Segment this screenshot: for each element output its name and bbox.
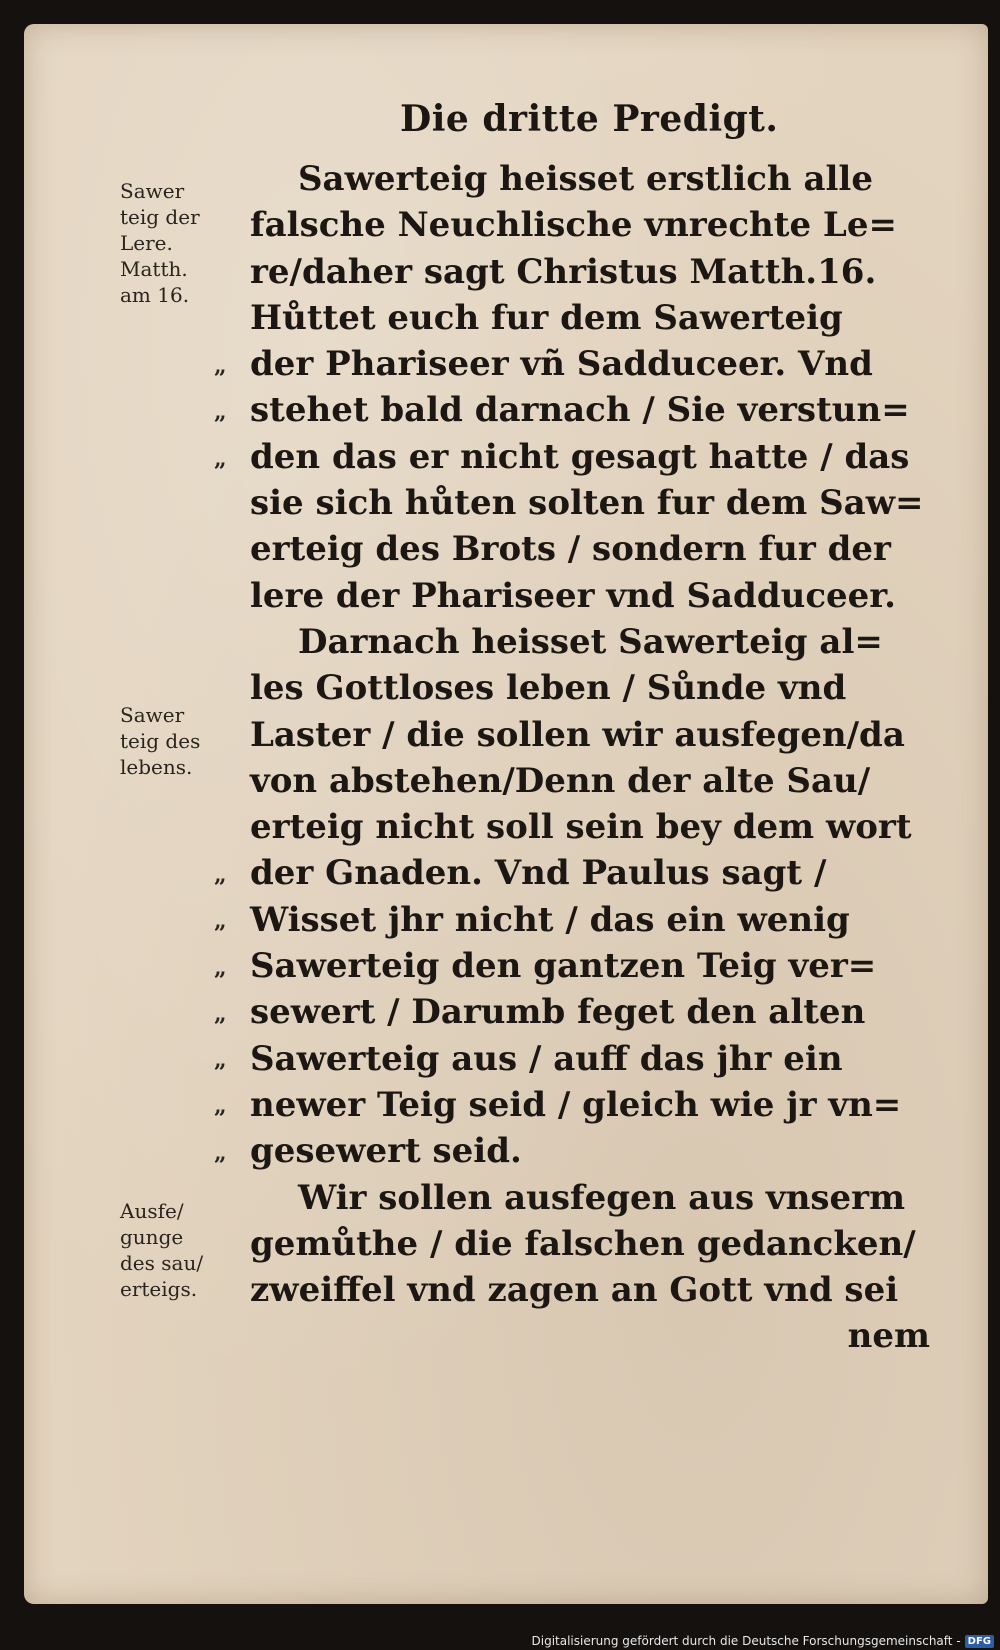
margin-note-line: gunge [120, 1225, 184, 1249]
margin-note-line: Matth. [120, 257, 188, 281]
margin-note-line: lebens. [120, 755, 193, 779]
quotation-mark: „ [214, 1047, 227, 1074]
quotation-mark: „ [214, 1000, 227, 1027]
text-line: gesewert seid. [250, 1131, 522, 1172]
digitization-credit [532, 1634, 995, 1648]
text-line: re/daher sagt Christus Matth.16. [250, 251, 877, 292]
quotation-mark: „ [214, 862, 227, 888]
quotation-mark: „ [214, 1139, 227, 1166]
text-line: Wisset jhr nicht / das ein wenig [250, 899, 850, 940]
text-line: den das er nicht gesagt hatte / das [250, 436, 910, 477]
text-line: der Gnaden. Vnd Paulus sagt / [250, 853, 827, 894]
text-line: sewert / Darumb feget den alten [250, 992, 866, 1033]
quotation-marks-group-2 [214, 852, 227, 1176]
margin-note-line: am 16. [120, 283, 190, 307]
dfg-logo: DFG [965, 1635, 994, 1648]
margin-note-sauerteig-lere [120, 178, 245, 308]
text-line: gemůthe / die falschen gedancken/ [250, 1223, 916, 1264]
margin-note-line: des sau/ [120, 1251, 204, 1275]
quotation-mark: „ [214, 353, 227, 379]
margin-note-sauerteig-lebens [120, 702, 245, 780]
quotation-mark: „ [214, 954, 227, 981]
text-line: newer Teig seid / gleich wie jr vn= [250, 1084, 902, 1125]
text-line: erteig des Brots / sondern fur der [250, 529, 891, 570]
text-line: erteig nicht soll sein bey dem wort [250, 807, 912, 848]
text-line: Darnach heisset Sawerteig al= [298, 621, 883, 662]
credit-text: Digitalisierung gefördert durch die Deutsche Forschungsgemeinschaft - [531, 1634, 961, 1648]
margin-note-line: teig der [120, 205, 200, 229]
margin-note-line: Sawer [120, 703, 185, 727]
text-line: Sawerteig aus / auff das jhr ein [250, 1038, 843, 1079]
quotation-mark: „ [214, 445, 227, 472]
text-line: Laster / die sollen wir ausfegen/da [250, 714, 905, 755]
quotation-mark: „ [214, 908, 227, 935]
text-line: Hůttet euch fur dem Sawerteig [250, 297, 843, 338]
body-text [250, 156, 930, 1360]
text-line: falsche Neuchlische vnrechte Le= [250, 205, 897, 246]
text-line: les Gottloses leben / Sůnde vnd [250, 668, 847, 709]
margin-note-line: Ausfe/ [120, 1199, 184, 1223]
catchword: nem [847, 1316, 930, 1357]
text-line: Sawerteig den gantzen Teig ver= [250, 946, 877, 987]
page-title: Die dritte Predigt. [400, 98, 779, 140]
text-line: stehet bald darnach / Sie verstun= [250, 390, 910, 431]
text-line: lere der Phariseer vnd Sadduceer. [250, 575, 896, 616]
margin-note-line: teig des [120, 729, 201, 753]
text-line: Sawerteig heisset erstlich alle [298, 159, 873, 199]
quotation-mark: „ [214, 1093, 227, 1120]
margin-note-line: erteigs. [120, 1277, 198, 1301]
text-line: zweiffel vnd zagen an Gott vnd sei [250, 1270, 899, 1311]
margin-note-line: Sawer [120, 179, 185, 203]
quotation-mark: „ [214, 399, 227, 426]
text-line: Wir sollen ausfegen aus vnserm [298, 1177, 906, 1218]
margin-note-ausfegung [120, 1198, 245, 1302]
margin-note-line: Lere. [120, 231, 173, 255]
text-line: von abstehen/Denn der alte Sau/ [250, 760, 871, 801]
text-line: sie sich hůten solten fur dem Saw= [250, 483, 924, 524]
quotation-marks-group-1 [214, 343, 227, 482]
text-line: der Phariseer vñ Sadduceer. Vnd [250, 344, 873, 385]
